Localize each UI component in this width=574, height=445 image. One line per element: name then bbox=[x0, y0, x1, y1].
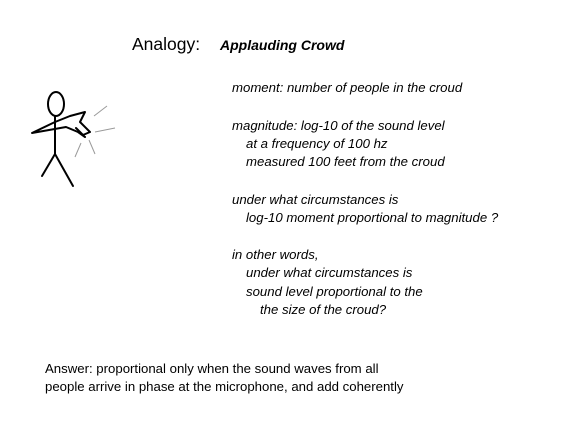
restatement-line: in other words, bbox=[232, 247, 319, 262]
magnitude-distance: measured 100 feet from the croud bbox=[246, 154, 445, 169]
figure-head bbox=[48, 92, 64, 116]
answer-line: people arrive in phase at the microphone, and add coherently bbox=[45, 379, 404, 394]
restatement-line: sound level proportional to the bbox=[246, 284, 423, 299]
figure-left-leg bbox=[42, 154, 55, 176]
question-line: log-10 moment proportional to magnitude ? bbox=[246, 210, 499, 225]
title-topic: Applauding Crowd bbox=[220, 37, 345, 53]
magnitude-definition: magnitude: log-10 of the sound level bbox=[232, 118, 445, 133]
figure-right-leg bbox=[55, 154, 73, 186]
restatement-line: under what circumstances is bbox=[246, 265, 413, 280]
title-prefix: Analogy: bbox=[132, 34, 201, 54]
question-line: under what circumstances is bbox=[232, 192, 399, 207]
answer-line: Answer: proportional only when the sound waves from all bbox=[45, 361, 379, 376]
moment-definition: moment: number of people in the croud bbox=[232, 80, 463, 95]
magnitude-frequency: at a frequency of 100 hz bbox=[246, 136, 388, 151]
restatement-line: the size of the croud? bbox=[260, 302, 387, 317]
clapping-stick-figure-icon bbox=[28, 88, 128, 190]
